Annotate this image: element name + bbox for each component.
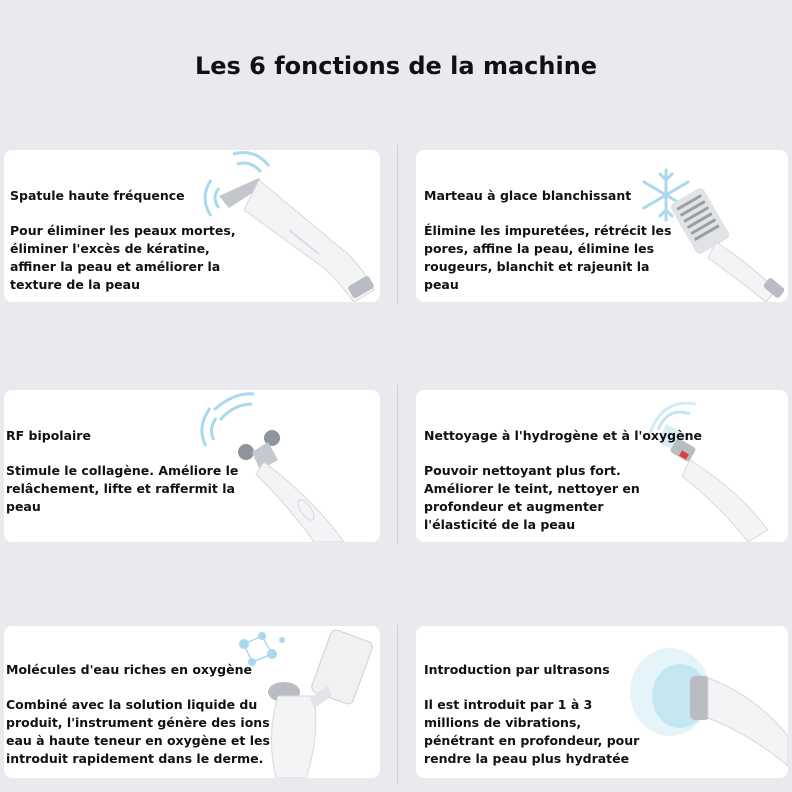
function-heading: Marteau à glace blanchissant [424, 188, 632, 203]
function-description: Stimule le collagène. Améliore le relâchement, lifte et raffermit la peau [6, 463, 239, 514]
function-description: Élimine les impuretées, rétrécit les pores, affine la peau, élimine les rougeurs, blanchit et rajeunit la peau [424, 223, 672, 292]
function-card-oxygen-molecules [4, 626, 380, 778]
function-card-ultrasound [416, 626, 788, 778]
column-divider [397, 385, 398, 545]
hydro-oxygen-pen-icon [628, 390, 788, 542]
function-heading: Spatule haute fréquence [10, 188, 185, 203]
column-divider [397, 625, 398, 785]
function-heading: RF bipolaire [6, 428, 91, 443]
page-title: Les 6 fonctions de la machine [194, 52, 598, 80]
function-heading: Nettoyage à l'hydrogène et à l'oxygène [424, 428, 702, 443]
function-heading: Molécules d'eau riches en oxygène [6, 662, 252, 677]
function-description: Pour éliminer les peaux mortes, éliminer l'excès de kératine, affiner la peau et améliorer la texture de la peau [10, 223, 236, 292]
function-description: Il est introduit par 1 à 3 millions de vibrations, pénétrant en profondeur, pour rendre la peau plus hydratée [424, 697, 640, 766]
column-divider [397, 145, 398, 305]
function-description: Combiné avec la solution liquide du produit, l'instrument génère des ions eau à haute teneur en oxygène et les introduit rapidement dans le derme. [6, 697, 270, 766]
ultrasound-probe-icon [626, 626, 788, 778]
function-heading: Introduction par ultrasons [424, 662, 610, 677]
function-card-hydro-oxygen [416, 390, 788, 542]
function-description: Pouvoir nettoyant plus fort. Améliorer le teint, nettoyer en profondeur et augmenter l'élasticité de la peau [424, 463, 640, 532]
function-card-spatula [4, 150, 380, 302]
function-card-ice-hammer [416, 150, 788, 302]
function-card-rf [4, 390, 380, 542]
